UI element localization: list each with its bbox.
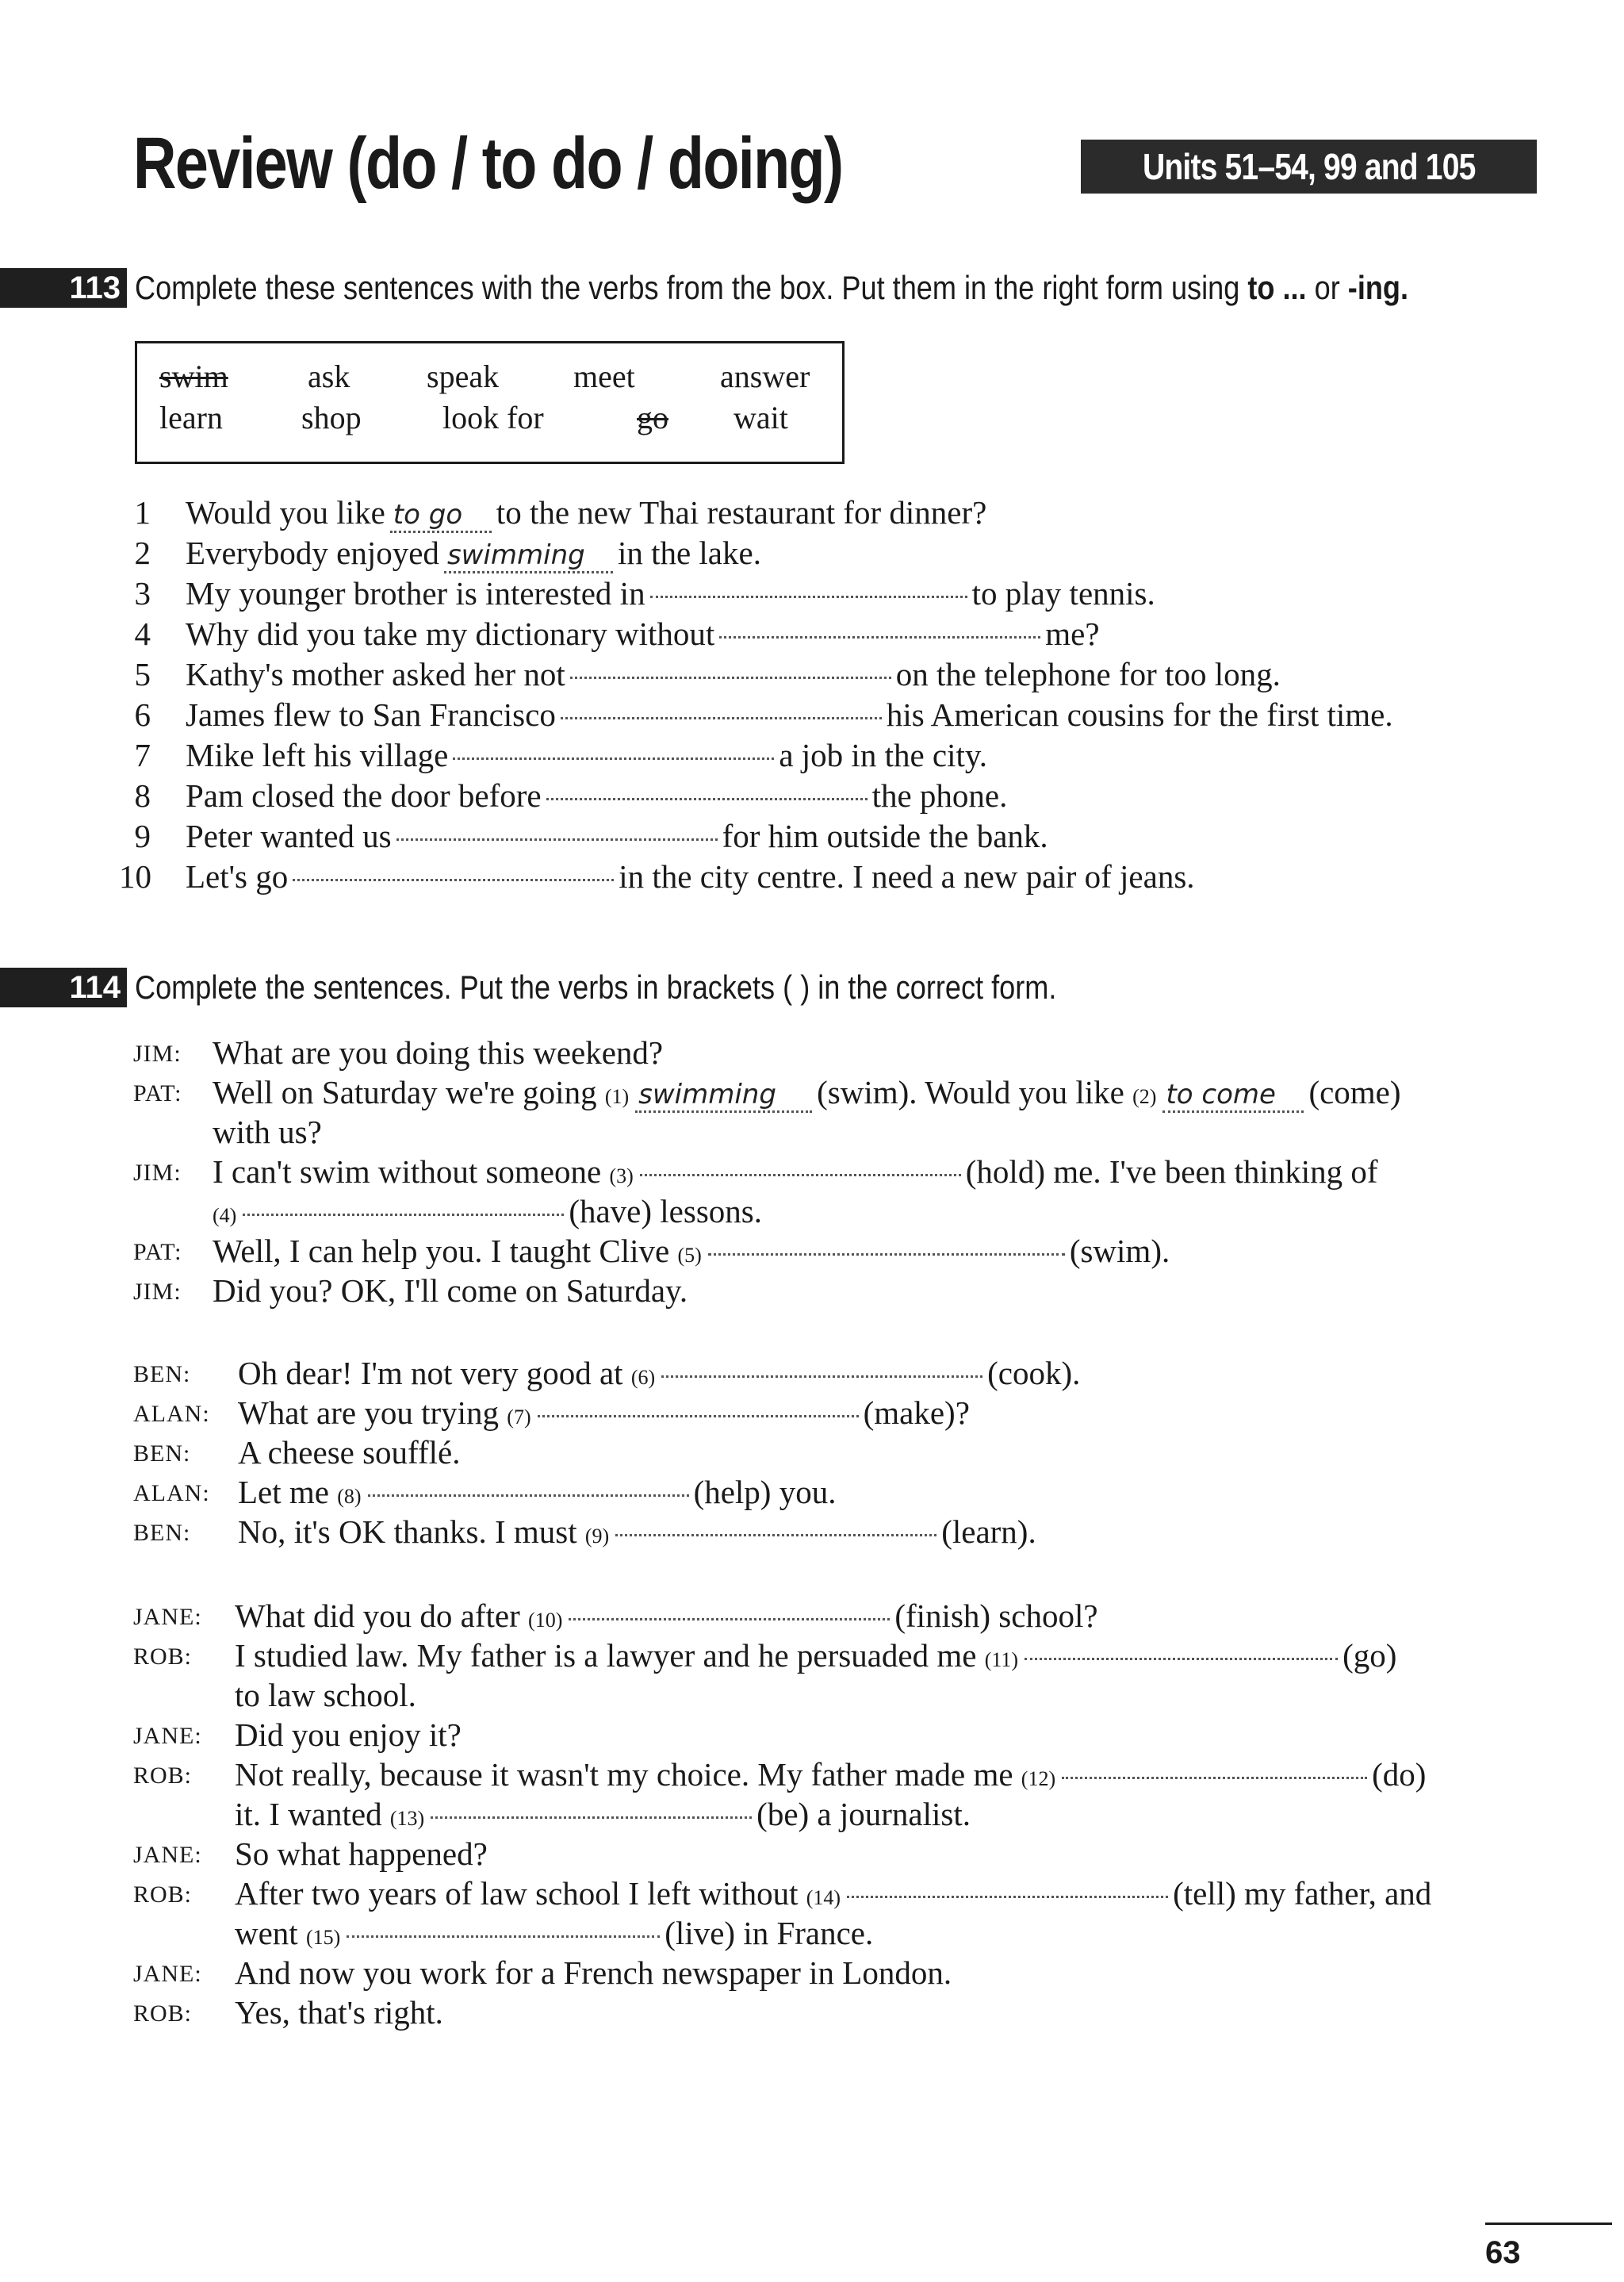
dialogue-line: A cheese soufflé. — [238, 1434, 461, 1471]
verb-ask: ask — [308, 359, 350, 394]
dialogue-line: What are you doing this weekend? — [213, 1034, 664, 1071]
units-tag: Units 51–54, 99 and 105 — [1081, 140, 1537, 194]
speaker-label: BEN: — [133, 1440, 191, 1467]
verb-go: go — [637, 400, 668, 435]
answer-field[interactable] — [293, 878, 614, 881]
exercise-114-heading — [0, 968, 1624, 1007]
speaker-label: JANE: — [133, 1842, 202, 1868]
exercise-number: 114 — [0, 968, 127, 1007]
page-title: Review (do / to do / doing) — [133, 123, 843, 204]
answer-field[interactable] — [650, 595, 967, 598]
sentence-10: 10 Let's go in the city centre. I need a new pair of jeans. — [119, 858, 1195, 895]
sentence-4: 4 Why did you take my dictionary without me? — [134, 616, 1100, 652]
answer-field[interactable] — [368, 1494, 689, 1497]
dialogue-line: to law school. — [235, 1677, 416, 1713]
exercise-instruction: Complete the sentences. Put the verbs in brackets ( ) in the correct form. — [135, 968, 1057, 1006]
speaker-label: JANE: — [133, 1604, 202, 1630]
verb-answer: answer — [720, 359, 810, 394]
verb-box — [135, 341, 845, 464]
answer-field[interactable] — [719, 635, 1040, 639]
dialogue-line: Let me (8) (help) you. — [238, 1474, 837, 1510]
speaker-label: ALAN: — [133, 1401, 210, 1427]
page-number: 63 — [1485, 2235, 1521, 2270]
speaker-label: ROB: — [133, 1881, 193, 1908]
sentence-2: 2 Everybody enjoyed swimming in the lake. — [127, 534, 761, 573]
answer-field[interactable] — [453, 757, 774, 760]
footer-rule — [1485, 2223, 1612, 2225]
sentence-5: 5 Kathy's mother asked her not on the telephone for too long. — [134, 656, 1281, 692]
speaker-label: JIM: — [133, 1279, 182, 1305]
answer-field[interactable] — [615, 1533, 936, 1536]
answer-field[interactable] — [243, 1213, 564, 1216]
dialogue-line: Yes, that's right. — [235, 1994, 443, 2031]
dialogue-line: No, it's OK thanks. I must (9) (learn). — [238, 1513, 1036, 1550]
dialogue-line: What did you do after (10) (finish) school? — [235, 1597, 1098, 1634]
exercise-instruction: Complete these sentences with the verbs from the box. Put them in the right form using to ... or -ing. — [135, 269, 1409, 306]
answer-field[interactable] — [847, 1895, 1168, 1898]
dialogue-line: Oh dear! I'm not very good at (6) (cook). — [238, 1355, 1081, 1391]
answer-field[interactable] — [1025, 1657, 1338, 1660]
exercise-113-heading — [0, 268, 1624, 308]
dialogue-line: And now you work for a French newspaper in London. — [235, 1954, 952, 1991]
dialogue-line: What are you trying (7) (make)? — [238, 1394, 970, 1431]
speaker-label: PAT: — [133, 1239, 182, 1265]
answer-field[interactable] — [569, 1617, 890, 1620]
answer-field[interactable] — [396, 838, 718, 841]
speaker-label: JANE: — [133, 1961, 202, 1987]
answer-field[interactable] — [1062, 1776, 1367, 1779]
verb-learn: learn — [159, 400, 223, 435]
speaker-label: BEN: — [133, 1520, 191, 1546]
speaker-label: JANE: — [133, 1723, 202, 1749]
speaker-label: ALAN: — [133, 1480, 210, 1506]
exercise-number: 113 — [0, 268, 127, 308]
speaker-label: ROB: — [133, 1643, 193, 1670]
answer-field[interactable] — [661, 1375, 982, 1378]
dialogue-line: After two years of law school I left without (14) (tell) my father, and — [235, 1875, 1432, 1912]
answer-field[interactable]: to come — [1162, 1080, 1304, 1113]
speaker-label: JIM: — [133, 1041, 182, 1067]
dialogue-line: Did you? OK, I'll come on Saturday. — [213, 1272, 688, 1309]
sentence-9: 9 Peter wanted us for him outside the bank. — [134, 818, 1048, 854]
dialogue-line: Did you enjoy it? — [235, 1716, 462, 1753]
speaker-label: ROB: — [133, 1762, 193, 1789]
dialogue-line: Well, I can help you. I taught Clive (5) (swim). — [213, 1233, 1170, 1269]
dialogue-line: Not really, because it wasn't my choice. My father made me (12) (do) — [235, 1756, 1427, 1793]
verb-swim: swim — [159, 359, 228, 394]
sentence-8: 8 Pam closed the door before the phone. — [134, 777, 1008, 814]
verb-shop: shop — [301, 400, 362, 435]
speaker-label: PAT: — [133, 1080, 182, 1106]
answer-field[interactable]: swimming — [444, 541, 613, 573]
answer-field[interactable] — [640, 1173, 961, 1176]
dialogue-line: So what happened? — [235, 1835, 488, 1872]
dialogue-line: I can't swim without someone (3) (hold) me. I've been thinking of — [213, 1153, 1378, 1190]
dialogue-line: went (15) (live) in France. — [235, 1915, 874, 1951]
sentence-6: 6 James flew to San Francisco his American cousins for the first time. — [134, 696, 1393, 733]
answer-field[interactable] — [570, 676, 891, 679]
answer-field[interactable]: swimming — [635, 1080, 812, 1113]
dialogue-line: it. I wanted (13) (be) a journalist. — [235, 1796, 971, 1832]
verb-speak: speak — [427, 359, 500, 394]
speaker-label: JIM: — [133, 1160, 182, 1186]
answer-field[interactable] — [708, 1252, 1065, 1256]
verb-look-for: look for — [442, 400, 544, 435]
answer-field[interactable] — [431, 1816, 752, 1819]
speaker-label: BEN: — [133, 1361, 191, 1387]
dialogue-line: Well on Saturday we're going (1) swimming (swim). Would you like (2) to come (come) — [213, 1073, 1401, 1113]
verb-wait: wait — [733, 400, 788, 435]
speaker-label: ROB: — [133, 2000, 193, 2027]
answer-field[interactable] — [561, 716, 882, 719]
dialogue-line: I studied law. My father is a lawyer and he persuaded me (11) (go) — [235, 1637, 1397, 1674]
verb-meet: meet — [573, 359, 635, 394]
sentence-1: 1 Would you like to go to the new Thai restaurant for dinner? — [127, 493, 986, 533]
answer-field[interactable] — [347, 1935, 660, 1938]
dialogue-line: with us? — [213, 1114, 322, 1150]
dialogue-line: (4) (have) lessons. — [213, 1193, 762, 1229]
answer-field[interactable] — [538, 1414, 859, 1417]
answer-field[interactable] — [546, 797, 868, 800]
sentence-7: 7 Mike left his village a job in the city. — [134, 737, 987, 773]
answer-field[interactable]: to go — [390, 501, 492, 533]
sentence-3: 3 My younger brother is interested in to play tennis. — [134, 575, 1155, 612]
